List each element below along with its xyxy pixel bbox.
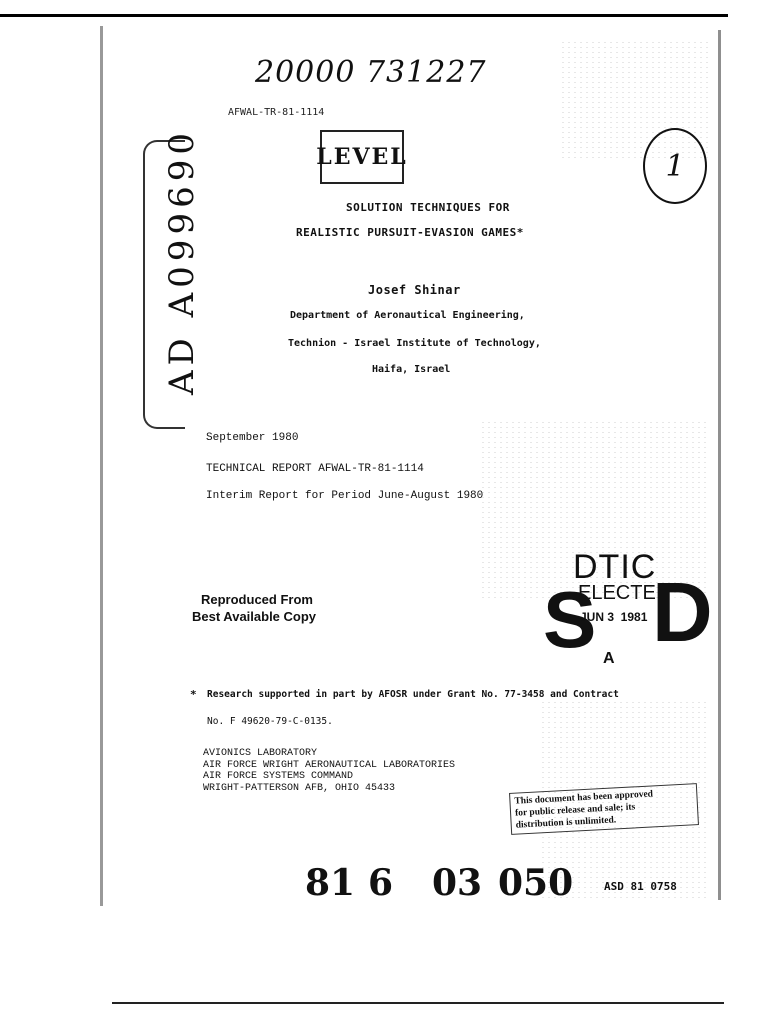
control-number-3: 03 <box>432 862 483 904</box>
address-line-1: AVIONICS LABORATORY <box>203 748 318 759</box>
distribution-line-3: distribution is unlimited. <box>515 815 617 831</box>
asd-number: ASD 81 0758 <box>604 880 677 893</box>
address-line-3: AIR FORCE SYSTEMS COMMAND <box>203 771 354 782</box>
report-id-top: AFWAL-TR-81-1114 <box>228 107 325 118</box>
dtic-stamp-date: JUN 3 1981 <box>580 610 648 624</box>
title-line-2: REALISTIC PURSUIT-EVASION GAMES* <box>296 226 524 239</box>
dtic-stamp-grade: A <box>603 650 615 667</box>
reproduced-from-line1: Reproduced From <box>201 592 313 607</box>
control-number-4: 050 <box>498 862 574 904</box>
footnote-line-1: Research supported in part by AFOSR under Grant No. 77-3458 and Contract <box>207 689 619 700</box>
report-date: September 1980 <box>206 432 299 444</box>
level-stamp-text: LEVEL <box>316 144 408 170</box>
author-city: Haifa, Israel <box>372 364 451 375</box>
dtic-stamp-status: ELECTE <box>578 582 656 604</box>
address-line-2: AIR FORCE WRIGHT AERONAUTICAL LABORATORIES <box>203 759 456 771</box>
handwritten-accession-number: 20000 731227 <box>255 55 487 90</box>
control-number-2: 6 <box>368 862 394 904</box>
circled-copy-number <box>643 128 707 204</box>
control-number-1: 81 <box>305 862 356 904</box>
bottom-rule <box>112 1002 724 1004</box>
right-page-edge <box>718 30 721 900</box>
technical-report-number: TECHNICAL REPORT AFWAL-TR-81-1114 <box>206 463 424 475</box>
top-rule <box>0 14 728 17</box>
address-line-4: WRIGHT-PATTERSON AFB, OHIO 45433 <box>203 782 396 794</box>
level-stamp <box>316 130 408 184</box>
author-name: Josef Shinar <box>368 283 461 297</box>
copy-number-text: 1 <box>665 148 685 184</box>
footnote-mark: * <box>190 688 197 701</box>
author-institute: Technion - Israel Institute of Technology, <box>288 338 541 349</box>
accession-number-vertical: AD A099690 <box>162 128 202 395</box>
author-department: Department of Aeronautical Engineering, <box>290 310 525 321</box>
distribution-line-2: for public release and sale; its <box>514 802 636 819</box>
footnote-line-2: No. F 49620-79-C-0135. <box>207 716 333 727</box>
dtic-stamp-d: D <box>652 565 713 659</box>
distribution-line-1: This document has been approved <box>514 789 654 807</box>
interim-period: Interim Report for Period June-August 1980 <box>206 490 484 502</box>
title-line-1: SOLUTION TECHNIQUES FOR <box>346 201 510 214</box>
left-page-edge <box>100 26 103 906</box>
reproduced-from-line2: Best Available Copy <box>192 609 317 624</box>
address-block <box>203 748 455 794</box>
dtic-stamp-name: DTIC <box>573 548 657 586</box>
dtic-stamp-s: S <box>543 575 597 664</box>
